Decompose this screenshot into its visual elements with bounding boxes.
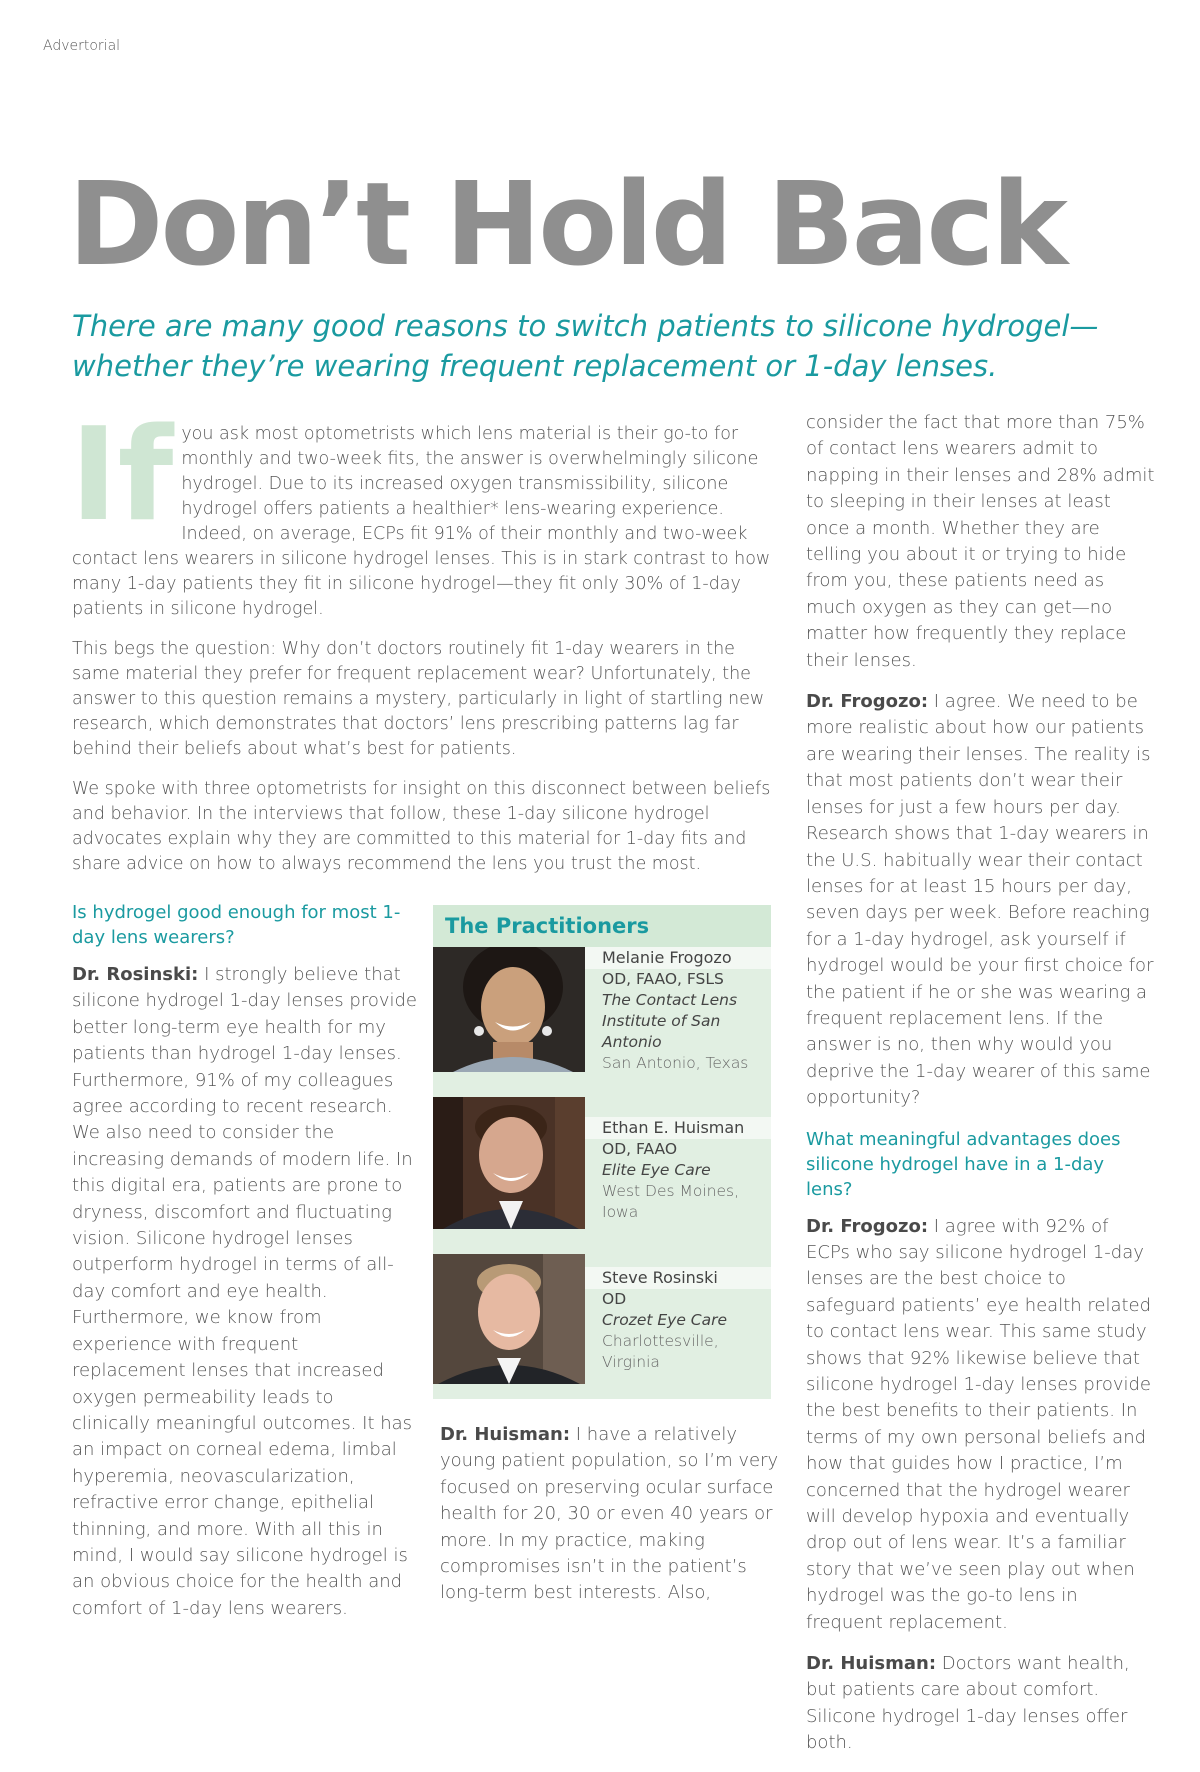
- answer-text: I have a relatively young patient population, so I’m very focused on preserving ocular surface health for 20, 30 or even 40 years or more. In my practice, making compromises isn’t in the patient’s long-term best interests. Also,: [440, 1424, 779, 1604]
- practitioner-location: San Antonio, Texas: [602, 1054, 749, 1072]
- intro-paragraph-3: We spoke with three optometrists for insight on this disconnect between beliefs and behavior. In the interviews that follow, these 1-day silicone hydrogel advocates explain why they are committed to this material for 1-day fits and share advice on how to always recommend the lens you trust the most.: [72, 779, 771, 874]
- practitioner-location: West Des Moines, Iowa: [602, 1182, 740, 1221]
- advertorial-label: Advertorial: [43, 38, 121, 54]
- practitioner-info: [585, 1139, 771, 1223]
- photo-melanie-frogozo: [433, 947, 585, 1072]
- intro-paragraph-2: This begs the question: Why don’t doctors routinely fit 1-day wearers in the same material they prefer for frequent replacement wear? Unfortunately, the answer to this question remains a mystery, particularly in light of startling new research, which demonstrates that doctors’ lens prescribing patterns lag far behind their beliefs about what’s best for patients.: [72, 639, 765, 759]
- practitioner-institution: Elite Eye Care: [602, 1161, 711, 1179]
- answer-text: I agree with 92% of ECPs who say silicone hydrogel 1-day lenses are the best choice to safeguard patients’ eye health related to contact lens wear. This same study shows that 92% likewise believe that silicone hydrogel 1-day lenses provide the best benefits to their patients. In terms of my own personal beliefs and how that guides how I practice, I’m concerned that the hydrogel wearer will develop hypoxia and eventually drop out of lens wear. It’s a familiar story that we’ve seen play out when hydrogel was the go-to lens in frequent replacement.: [806, 1215, 1152, 1633]
- speaker-label: Dr. Frogozo:: [806, 1215, 929, 1237]
- drop-cap: If: [70, 401, 174, 550]
- practitioner-card-3: [585, 1267, 771, 1373]
- column-right-text-2: [806, 1214, 1156, 1757]
- column-middle-bottom: [440, 1422, 785, 1607]
- deck-subtitle: There are many good reasons to switch patients to silicone hydrogel—whether they’re wearing frequent replacement or 1-day lenses.: [72, 309, 1099, 383]
- intro-section: [70, 401, 777, 892]
- practitioners-title: The Practitioners: [433, 905, 771, 947]
- practitioner-card-2: [585, 1117, 771, 1223]
- practitioner-credentials: OD: [602, 1290, 627, 1308]
- right-paragraph-2: [806, 689, 1156, 1112]
- column-right: [806, 410, 1156, 1772]
- column-left: [72, 900, 417, 1622]
- rosinski-answer: [72, 962, 417, 1622]
- question-heading-2: What meaningful advantages does silicone hydrogel have in a 1-day lens?: [806, 1128, 1121, 1200]
- practitioner-card-1: [585, 947, 771, 1074]
- practitioner-info: [585, 969, 771, 1074]
- answer-text: Doctors want health, but patients care about comfort. Silicone hydrogel 1-day lenses offer both.: [806, 1653, 1130, 1754]
- practitioner-location: Charlottesville, Virginia: [602, 1332, 719, 1371]
- photo-steve-rosinski: [433, 1254, 585, 1384]
- speaker-label: Dr. Rosinski:: [72, 964, 199, 985]
- photo-ethan-huisman: [433, 1097, 585, 1229]
- intro-paragraph-1: [70, 401, 777, 622]
- huisman-answer: [440, 1422, 785, 1607]
- answer-text: I strongly believe that silicone hydrogel 1-day lenses provide better long-term eye health for my patients than hydrogel 1-day lenses. Furthermore, 91% of my colleagues agree according to recent research. We also need to consider the increasing demands of modern life. In this digital era, patients are prone to dryness, discomfort and fluctuating vision. Silicone hydrogel lenses outperform hydrogel in terms of all-day comfort and eye health. Furthermore, we know from experience with frequent replacement lenses that increased oxygen permeability leads to clinically meaningful outcomes. It has an impact on corneal edema, limbal hyperemia, neovascularization, refractive error change, epithelial thinning, and more. With all this in mind, I would say silicone hydrogel is an obvious choice for the health and comfort of 1-day lens wearers.: [72, 964, 418, 1619]
- practitioner-name: Ethan E. Huisman: [585, 1117, 771, 1139]
- intro-paragraph-1-text: you ask most optometrists which lens material is their go-to for monthly and two-week fits, the answer is overwhelmingly silicone hydrogel. Due to its increased oxygen transmissibility, silicone hydrogel offers patients a healthier* lens-wearing experience. Indeed, on average, ECPs fit 91% of their monthly and two-week contact lens wearers in silicone hydrogel lenses. This is in stark contrast to how many 1-day patients they fit in silicone hydrogel—they fit only 30% of 1-day patients in silicone hydrogel.: [72, 424, 771, 619]
- right-paragraph-1: consider the fact that more than 75% of contact lens wearers admit to napping in their lenses and 28% admit to sleeping in their lenses at least once a month. Whether they are telling you about it or trying to hide from you, these patients need as much oxygen as they can get—no matter how frequently they replace their lenses.: [806, 412, 1155, 671]
- right-paragraph-3: [806, 1214, 1156, 1637]
- column-right-text: [806, 410, 1156, 1112]
- practitioner-credentials: OD, FAAO: [602, 1140, 678, 1158]
- practitioner-name: Steve Rosinski: [585, 1267, 771, 1289]
- practitioner-name: Melanie Frogozo: [585, 947, 771, 969]
- speaker-label: Dr. Huisman:: [440, 1424, 571, 1445]
- right-paragraph-4: [806, 1651, 1156, 1757]
- speaker-label: Dr. Frogozo:: [806, 691, 929, 713]
- answer-text: I agree. We need to be more realistic about how our patients are wearing their lenses. The reality is that most patients don’t wear their lenses for just a few hours per day. Research shows that 1-day wearers in the U.S. habitually wear their contact lenses for at least 15 hours per day, seven days per week. Before reaching for a 1-day hydrogel, ask yourself if hydrogel would be your first choice for the patient if he or she was wearing a frequent replacement lens. If the answer is no, then why would you deprive the 1-day wearer of this same opportunity?: [806, 691, 1154, 1109]
- speaker-label: Dr. Huisman:: [806, 1653, 937, 1675]
- question-heading-1: Is hydrogel good enough for most 1-day lens wearers?: [72, 902, 401, 948]
- practitioner-institution: Crozet Eye Care: [602, 1311, 728, 1329]
- page-title: Don’t Hold Back: [68, 158, 1065, 292]
- practitioner-info: [585, 1289, 771, 1373]
- practitioner-credentials: OD, FAAO, FSLS: [602, 970, 724, 988]
- practitioner-institution: The Contact Lens Institute of San Antonio: [602, 991, 738, 1051]
